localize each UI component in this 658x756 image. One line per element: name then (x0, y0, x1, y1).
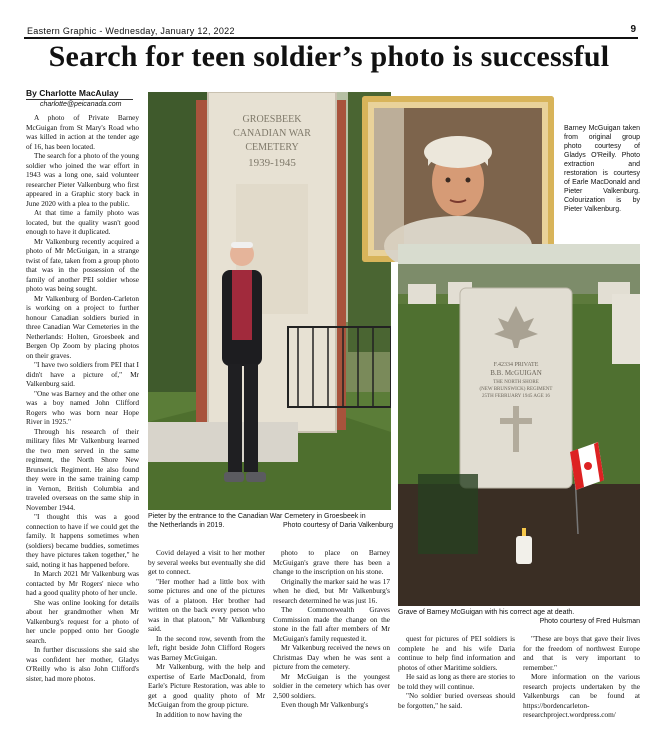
sign-line-4: 1939-1945 (248, 157, 296, 169)
paragraph: Mr Valkenburg received the news on Christmas Day when he was sent a picture from the cemetery. (273, 643, 390, 671)
paragraph: "Her mother had a little box with some pictures and one of the pictures was of a platoon. Her brother had written on the back every person who was in that platoon," Mr Valkenburg said. (148, 576, 265, 633)
paragraph: Covid delayed a visit to her mother by several weeks but eventually she did get to connect. (148, 548, 265, 576)
paragraph: Mr McGuigan is the youngest soldier in the cemetery which has over 2,500 soldiers. (273, 671, 390, 700)
paragraph: In March 2021 Mr Valkenburg was contacted by Mr Rogers' niece who had a good quality photo of her uncle. (26, 569, 139, 597)
masthead-rule (24, 37, 638, 39)
photo-pieter-cemetery (148, 92, 391, 510)
article-column-4 (398, 634, 515, 710)
credit-pieter: Photo courtesy of Daria Valkenburg (283, 522, 393, 529)
paragraph: "One was Barney and the other one was a boy named John Clifford Rogers who was born near Hope River in 1925." (26, 388, 139, 426)
paragraph: The search for a photo of the young soldier who joined the war effort in 1943 was a long one, said volunteer researcher Pieter Valkenburg who first appeared in a Graphic story back in June 2020 with a plea to the public. (26, 151, 139, 208)
article-column-3 (273, 548, 390, 710)
caption-portrait: Barney McGuigan taken from original group photo courtesy of Gladys O'Reilly. Photo extraction and restoration is courtesy of Earle MacDonald and Pieter Valkenburg. Colourization is by Pieter Valkenburg. (564, 125, 640, 213)
paragraph: He said as long as there are stories to be told they will continue. (398, 672, 515, 691)
paragraph: Mr Valkenburg recently acquired a photo of Mr McGuigan, in a strange twist of fate, taken from a group photo that was in the possession of the family of another PEI soldier whose photo was being sought. (26, 236, 139, 293)
paragraph: She was online looking for details about her grandmother when Mr Valkenburg's request for a photo of her uncle popped onto her Google search. (26, 597, 139, 645)
headstone-line-1: F.42334 PRIVATE (493, 362, 539, 368)
paragraph: Mr Valkenburg of Borden-Carleton is working on a project to further honour Canadian soldiers buried in three Canadian War Cemeteries in the Netherlands: Holten, Groesbeek and Bergen Op Zoom by placing photos on their graves. (26, 293, 139, 360)
paragraph: "I have two soldiers from PEI that I didn't have a picture of," Mr Valkenburg said. (26, 360, 139, 388)
paragraph: A photo of Private Barney McGuigan from St Mary's Road who was killed in action at the tender age of 16, has been located. (26, 113, 139, 151)
paragraph: Originally the marker said he was 17 when he died, but Mr Valkenburg's research determined he was just 16. (273, 576, 390, 605)
caption-grave (398, 608, 640, 626)
byline-email: charlotte@peicanada.com (40, 101, 122, 108)
caption-pieter-line-2: the Netherlands in 2019. (148, 522, 225, 529)
paragraph: In addition to now having the (156, 709, 243, 719)
headstone-line-4: (NEW BRUNSWICK) REGIMENT (479, 387, 553, 392)
paragraph: photo to place on Barney McGuigan's grave there has been a change to the inscription on his stone. (273, 548, 390, 576)
caption-grave-line: Grave of Barney McGuigan with his correct age at death. (398, 609, 575, 616)
headstone-line-5: 25TH FEBRUARY 1945 AGE 16 (482, 394, 550, 399)
sign-line-1: GROESBEEK (242, 114, 302, 125)
masthead-issue: Eastern Graphic - Wednesday, January 12, 2022 (27, 26, 235, 36)
paragraph: Mr Valkenburg, with the help and expertise of Earle MacDonald, from Earle's Picture Restoration, was able to get a good quality photo of Mr McGuigan from the group picture. (148, 662, 265, 709)
photo-grave (398, 244, 640, 606)
article-column-1 (26, 113, 139, 683)
paragraph: Through his research of their military files Mr Valkenburg learned the two men served in the same regiment, the North Shore New Brunswick Regiment. He also found they were in the same training camp in Vernon, British Columbia and traveled overseas on the same ship in November 1944. (26, 426, 139, 512)
cemetery-entrance-illustration (148, 92, 391, 510)
article-column-2 (148, 548, 265, 719)
article-column-5 (523, 634, 640, 720)
paragraph: quest for pictures of PEI soldiers is complete he and his wife Daria continue to help find information and photos of other Maritime soldiers. (398, 634, 515, 672)
paragraph: At that time a family photo was located, but the quality wasn't good enough to have it duplicated. (26, 208, 139, 236)
sign-line-2: CANADIAN WAR (233, 128, 311, 139)
photo-portrait-frame (362, 96, 554, 262)
page-number: 9 (630, 24, 636, 35)
paragraph: "These are boys that gave their lives for the freedom of northwest Europe and that is very important to remember." (523, 634, 640, 672)
paragraph: Even though Mr Valkenburg's (281, 700, 369, 709)
credit-grave: Photo courtesy of Fred Hulsman (539, 618, 640, 625)
paragraph: In further discussions she said she was confident her mother, Gladys O'Reilly who is also John Clifford's sister, had more photos. (26, 645, 139, 683)
grave-illustration (398, 244, 640, 606)
headstone-line-3: THE NORTH SHORE (493, 380, 539, 385)
byline-author: By Charlotte MacAulay (26, 88, 133, 100)
caption-pieter (148, 512, 393, 530)
headstone-line-2: B.B. McGUIGAN (490, 369, 542, 377)
paragraph: In the second row, seventh from the left, right beside John Clifford Rogers was Barney McGuigan. (148, 633, 265, 662)
caption-pieter-line-1: Pieter by the entrance to the Canadian War Cemetery in Groesbeek in (148, 513, 366, 520)
portrait-illustration (362, 96, 554, 262)
headline: Search for teen soldier’s photo is successful (48, 40, 610, 73)
paragraph: "I thought this was a good connection to have if we could get the family. It happens sometimes when (soldiers) became buddies, sometimes they have pictures taken together," he said, noting it has happened before. (26, 512, 139, 569)
headstone (460, 288, 572, 488)
paragraph: The Commonwealth Graves Commission made the change on the stone in the fall after members of Mr McGuigan's family requested it. (273, 605, 390, 643)
paragraph: "No soldier buried overseas should be forgotten," he said. (398, 691, 515, 710)
sign-line-3: CEMETERY (245, 142, 299, 153)
paragraph: More information on the various research projects undertaken by the Valkenburgs can be found at https://bordencarleton-researchproject.wordpress.com/ (523, 672, 640, 719)
